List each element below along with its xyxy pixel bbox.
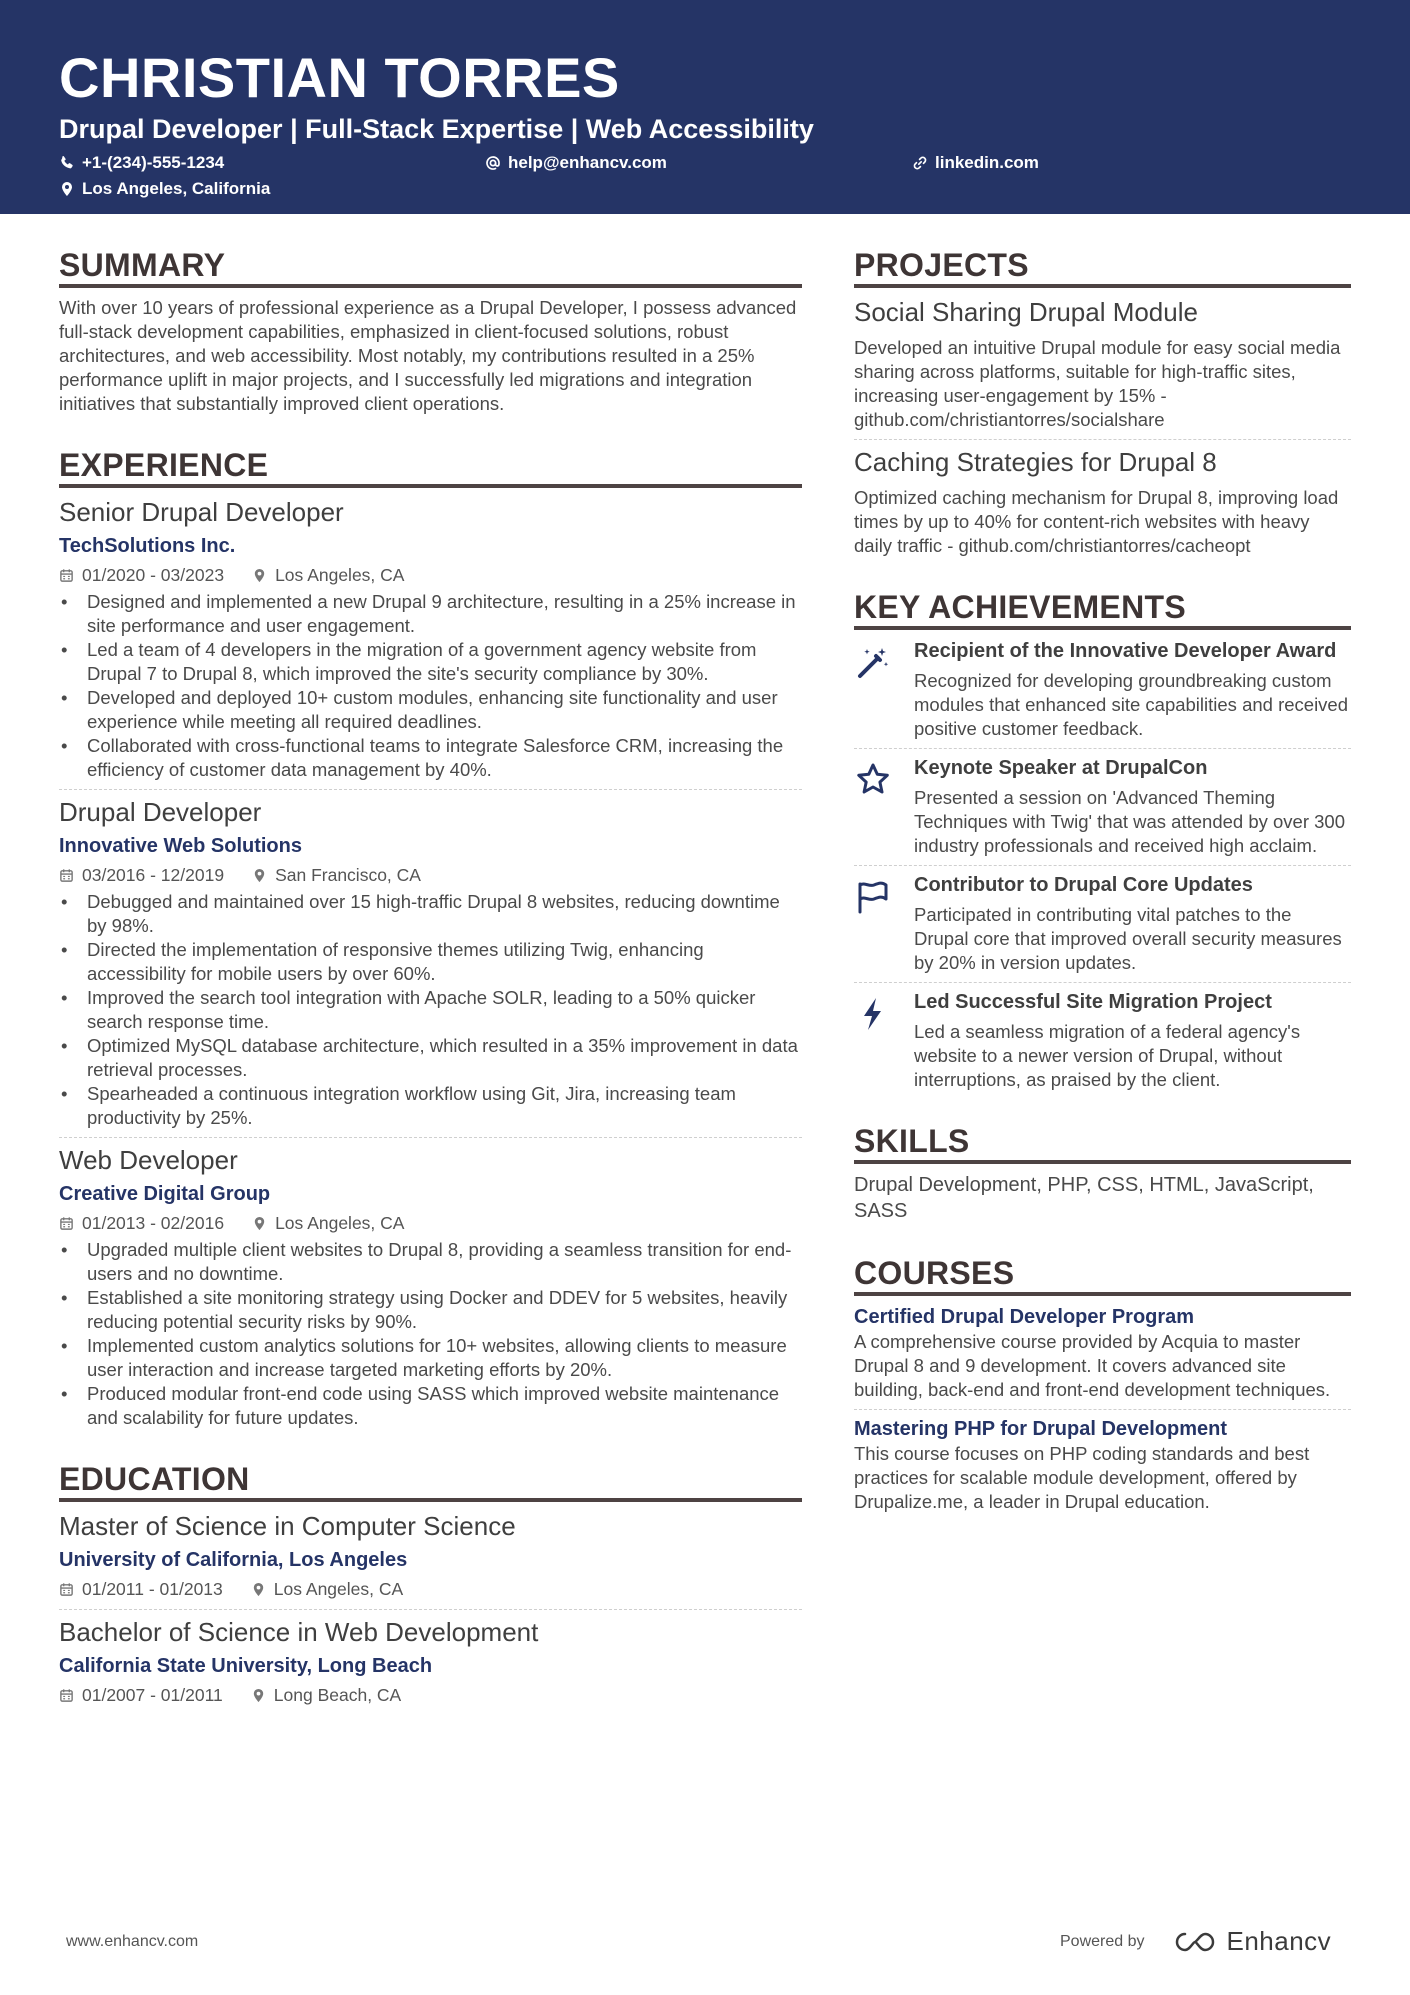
- project-desc: Optimized caching mechanism for Drupal 8, improving load times by up to 40% for content-rich websites with heavy daily traffic - github.com/christiantorres/cacheopt: [854, 487, 1339, 556]
- project-entry: [854, 296, 1351, 432]
- map-pin-icon: [59, 181, 75, 197]
- projects-section: [854, 246, 1351, 558]
- summary-heading: SUMMARY: [59, 246, 802, 288]
- job-meta: [59, 1210, 802, 1236]
- job-bullets: [59, 1238, 802, 1430]
- job-location-text: Los Angeles, CA: [275, 1213, 405, 1233]
- skills-section: [854, 1122, 1351, 1224]
- experience-section: [59, 446, 802, 1430]
- link-icon: [912, 155, 928, 171]
- experience-entry: [59, 496, 802, 782]
- job-dates: 01/2013 - 02/2016: [82, 1213, 225, 1233]
- job-meta: [59, 862, 802, 888]
- education-location-text: Los Angeles, CA: [273, 1579, 404, 1599]
- job-dates: 01/2020 - 03/2023: [82, 565, 225, 585]
- education-entry: [59, 1616, 802, 1708]
- entry-divider: [59, 1609, 802, 1610]
- job-company: Innovative Web Solutions: [59, 835, 302, 857]
- job-bullet: • Upgraded multiple client websites to Drupal 8, providing a seamless transition for end-users and no downtime.: [59, 1238, 802, 1286]
- job-bullet: • Improved the search tool integration with Apache SOLR, leading to a 50% quicker search response time.: [59, 986, 802, 1034]
- course-title: Certified Drupal Developer Program: [854, 1306, 1195, 1328]
- phone-text: +1-(234)-555-1234: [82, 153, 225, 172]
- course-entry: [854, 1304, 1351, 1402]
- summary-text: With over 10 years of professional experience as a Drupal Developer, I possess advanced full-stack development capabilities, emphasized in client-focused solutions, robust architectures, and web accessibility. Most notably, my contributions resulted in a 25% performance uplift in major projects, and I successfully led migrations and integration initiatives that substantially improved client operations.: [59, 297, 797, 414]
- job-location: [252, 562, 404, 588]
- education-location: [251, 1576, 403, 1602]
- lightning-icon: [854, 995, 892, 1033]
- education-location: [251, 1682, 401, 1708]
- resume-header: [0, 0, 1410, 214]
- footer-powered-by: [1060, 1926, 1331, 1957]
- job-company: TechSolutions Inc.: [59, 535, 236, 557]
- job-bullet: • Produced modular front-end code using SASS which improved website maintenance and scalability for future updates.: [59, 1382, 802, 1430]
- contact-row: [59, 152, 1410, 208]
- job-role: Senior Drupal Developer: [59, 497, 344, 527]
- contact-location: [59, 178, 270, 200]
- entry-divider: [854, 865, 1351, 866]
- experience-entry: [59, 796, 802, 1130]
- course-desc: This course focuses on PHP coding standards and best practices for scalable module development, offered by Drupalize.me, a leader in Drupal education.: [854, 1443, 1310, 1512]
- achievements-section: [854, 588, 1351, 1092]
- education-meta: [59, 1576, 802, 1602]
- achievement-desc: Presented a session on 'Advanced Theming Techniques with Twig' that was attended by over 300 industry professionals and received high acclaim.: [914, 787, 1346, 856]
- project-desc: Developed an intuitive Drupal module for easy social media sharing across platforms, suitable for high-traffic sites, increasing user-engagement by 15% - github.com/christiantorres/socialshare: [854, 337, 1341, 430]
- skills-heading: SKILLS: [854, 1122, 1351, 1164]
- location-text: Los Angeles, California: [82, 179, 271, 198]
- job-bullet: • Established a site monitoring strategy using Docker and DDEV for 5 websites, heavily reducing potential security risks by 90%.: [59, 1286, 802, 1334]
- job-meta: [59, 562, 802, 588]
- job-bullet: • Implemented custom analytics solutions for 10+ websites, allowing clients to measure user interaction and increase targeted marketing efforts by 20%.: [59, 1334, 802, 1382]
- magic-wand-icon: [854, 644, 892, 682]
- job-bullet: • Designed and implemented a new Drupal 9 architecture, resulting in a 25% increase in site performance and user engagement.: [59, 590, 802, 638]
- calendar-icon: [59, 868, 74, 883]
- website-text: linkedin.com: [935, 153, 1039, 172]
- job-bullet: • Developed and deployed 10+ custom modules, enhancing site functionality and user experience while meeting all required deadlines.: [59, 686, 802, 734]
- education-location-text: Long Beach, CA: [273, 1685, 402, 1705]
- candidate-name: CHRISTIAN TORRES: [59, 46, 620, 109]
- course-entry: [854, 1416, 1351, 1514]
- left-column: [59, 246, 802, 1708]
- school: California State University, Long Beach: [59, 1655, 433, 1677]
- enhancv-logo-icon: [1171, 1929, 1219, 1955]
- achievement-title: Contributor to Drupal Core Updates: [914, 874, 1253, 896]
- school: University of California, Los Angeles: [59, 1549, 408, 1571]
- education-heading: EDUCATION: [59, 1460, 802, 1502]
- project-title: Caching Strategies for Drupal 8: [854, 447, 1217, 477]
- map-pin-icon: [252, 868, 267, 883]
- powered-by-label: Powered by: [1060, 1932, 1145, 1950]
- calendar-icon: [59, 568, 74, 583]
- job-location-text: San Francisco, CA: [275, 865, 421, 885]
- contact-phone[interactable]: [59, 152, 224, 174]
- job-role: Web Developer: [59, 1145, 238, 1175]
- achievement-title: Led Successful Site Migration Project: [914, 991, 1272, 1013]
- job-dates: 03/2016 - 12/2019: [82, 865, 225, 885]
- calendar-icon: [59, 1216, 74, 1231]
- map-pin-icon: [251, 1688, 266, 1703]
- education-dates: 01/2011 - 01/2013: [82, 1579, 223, 1599]
- project-title: Social Sharing Drupal Module: [854, 297, 1198, 327]
- brand-name: Enhancv: [1226, 1926, 1332, 1956]
- contact-email[interactable]: [485, 152, 667, 174]
- job-bullets: [59, 890, 802, 1130]
- skills-text: Drupal Development, PHP, CSS, HTML, JavaScript, SASS: [854, 1174, 1314, 1222]
- summary-section: [59, 246, 802, 416]
- enhancv-logo[interactable]: [1171, 1926, 1332, 1957]
- experience-heading: EXPERIENCE: [59, 446, 802, 488]
- experience-entry: [59, 1144, 802, 1430]
- degree: Master of Science in Computer Science: [59, 1511, 516, 1541]
- project-entry: [854, 446, 1351, 558]
- achievement-entry: [854, 872, 1351, 975]
- entry-divider: [59, 1137, 802, 1138]
- phone-icon: [59, 155, 75, 171]
- course-desc: A comprehensive course provided by Acquia to master Drupal 8 and 9 development. It covers advanced site building, back-end and front-end development techniques.: [854, 1331, 1331, 1400]
- course-title: Mastering PHP for Drupal Development: [854, 1418, 1228, 1440]
- education-section: [59, 1460, 802, 1708]
- achievement-desc: Led a seamless migration of a federal agency's website to a newer version of Drupal, without interruptions, as praised by the client.: [914, 1021, 1301, 1090]
- job-bullet: • Led a team of 4 developers in the migration of a government agency website from Drupal 7 to Drupal 8, which improved the site's security compliance by 30%.: [59, 638, 802, 686]
- job-bullet: • Spearheaded a continuous integration workflow using Git, Jira, increasing team productivity by 25%.: [59, 1082, 802, 1130]
- entry-divider: [854, 748, 1351, 749]
- entry-divider: [59, 789, 802, 790]
- contact-website[interactable]: [912, 152, 1039, 174]
- calendar-icon: [59, 1688, 74, 1703]
- job-bullet: • Optimized MySQL database architecture, which resulted in a 35% improvement in data retrieval processes.: [59, 1034, 802, 1082]
- achievement-desc: Recognized for developing groundbreaking custom modules that enhanced site capabilities and received positive customer feedback.: [914, 670, 1349, 739]
- job-bullets: [59, 590, 802, 782]
- achievement-title: Recipient of the Innovative Developer Award: [914, 640, 1337, 662]
- job-bullet: • Directed the implementation of responsive themes utilizing Twig, enhancing accessibility for mobile users by over 60%.: [59, 938, 802, 986]
- education-meta: [59, 1682, 802, 1708]
- job-location: [252, 862, 421, 888]
- achievement-entry: [854, 638, 1351, 741]
- courses-heading: COURSES: [854, 1254, 1351, 1296]
- achievement-title: Keynote Speaker at DrupalCon: [914, 757, 1208, 779]
- at-icon: [485, 155, 501, 171]
- projects-heading: PROJECTS: [854, 246, 1351, 288]
- job-location-text: Los Angeles, CA: [275, 565, 405, 585]
- entry-divider: [854, 439, 1351, 440]
- courses-section: [854, 1254, 1351, 1514]
- candidate-title: Drupal Developer | Full-Stack Expertise | Web Accessibility: [59, 114, 814, 144]
- footer-website[interactable]: www.enhancv.com: [66, 1933, 199, 1950]
- achievement-entry: [854, 755, 1351, 858]
- entry-divider: [854, 1409, 1351, 1410]
- map-pin-icon: [252, 1216, 267, 1231]
- education-entry: [59, 1510, 802, 1602]
- job-role: Drupal Developer: [59, 797, 262, 827]
- achievements-heading: KEY ACHIEVEMENTS: [854, 588, 1351, 630]
- map-pin-icon: [252, 568, 267, 583]
- job-bullet: • Debugged and maintained over 15 high-traffic Drupal 8 websites, reducing downtime by 98%.: [59, 890, 802, 938]
- map-pin-icon: [251, 1582, 266, 1597]
- job-bullet: • Collaborated with cross-functional teams to integrate Salesforce CRM, increasing the efficiency of customer data management by 40%.: [59, 734, 802, 782]
- email-text: help@enhancv.com: [508, 153, 667, 172]
- achievement-entry: [854, 989, 1351, 1092]
- entry-divider: [854, 982, 1351, 983]
- flag-icon: [854, 878, 892, 916]
- star-icon: [854, 761, 892, 799]
- job-location: [252, 1210, 404, 1236]
- education-dates: 01/2007 - 01/2011: [82, 1685, 223, 1705]
- calendar-icon: [59, 1582, 74, 1597]
- achievement-desc: Participated in contributing vital patches to the Drupal core that improved overall security measures by 20% in version updates.: [914, 904, 1342, 973]
- degree: Bachelor of Science in Web Development: [59, 1617, 539, 1647]
- job-company: Creative Digital Group: [59, 1183, 271, 1205]
- right-column: [854, 246, 1351, 1514]
